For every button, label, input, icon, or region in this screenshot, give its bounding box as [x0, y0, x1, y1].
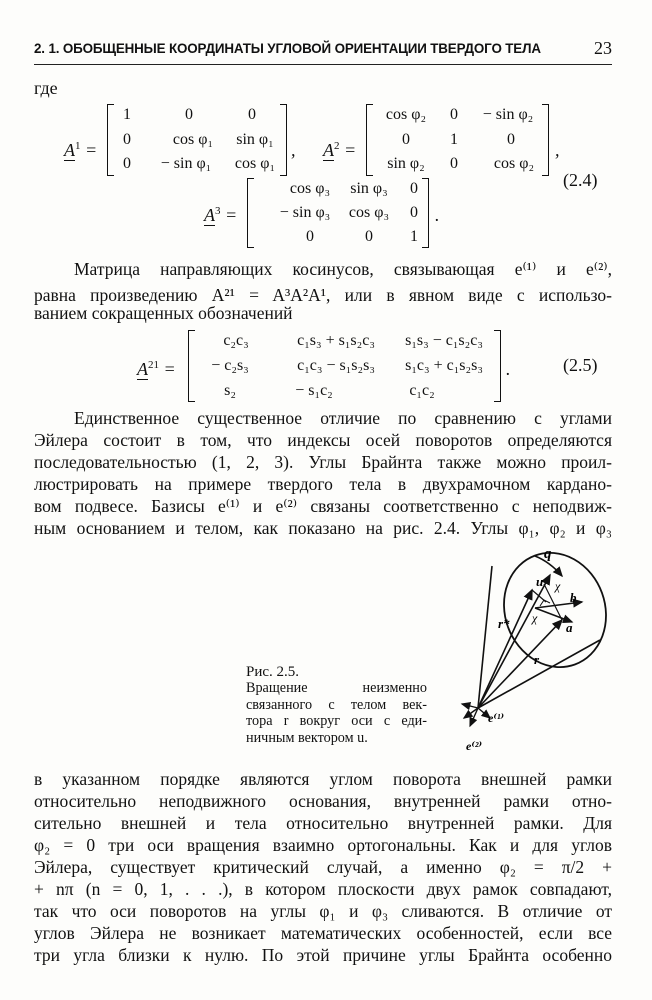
matrix-cell: 0 — [410, 180, 418, 197]
text-line: три угла близки к нулю. По этой причине углы Брайнта особенно — [34, 945, 612, 965]
label-a: a — [566, 620, 573, 635]
matrix-a21-label: $A^{21}$ = — [137, 359, 176, 379]
figure-caption-line: ничным вектором u. — [246, 729, 368, 746]
cone-base-ellipse — [488, 540, 620, 682]
matrix-a2 — [366, 104, 549, 176]
period: . — [506, 359, 511, 379]
matrix-cell: 1 — [450, 131, 458, 148]
text-line: в указанном порядке являются углом поворота внешней рамки — [34, 769, 612, 789]
matrix-a1-label: $A^1$ = — [64, 140, 98, 160]
figure-caption-title: Рис. 2.5. — [246, 664, 300, 680]
label-q: q — [544, 546, 552, 562]
intro-word: где — [34, 78, 58, 98]
matrix-cell: 0 — [410, 204, 418, 221]
figure-caption-line: связанного с телом век- — [246, 696, 427, 713]
matrix-cell: cos φ₁ — [172, 131, 214, 148]
equation-number-2-4: (2.4) — [563, 170, 598, 190]
text-line: ным основанием и телом, как показано на рис. 2.4. Углы φ₁, φ₂ и φ₃ — [34, 518, 612, 538]
matrix-cell: 0 — [402, 131, 410, 148]
label-chi-top: χ — [555, 579, 561, 593]
matrix-cell: s₁s₃ − c₁s₂c₃ — [405, 332, 483, 349]
matrix-cell: sin φ₁ — [236, 131, 274, 148]
vector-r — [478, 620, 562, 708]
base-arrow — [462, 704, 478, 708]
text-line: последовательностью (1, 2, 3). Углы Брайнта также можно проил- — [34, 452, 612, 472]
matrix-cell: cos φ₂ — [385, 106, 427, 123]
matrix-cell: cos φ₂ — [493, 155, 535, 172]
matrix-cell: c₁s₃ + s₁s₂c₃ — [297, 332, 375, 349]
matrix-cell: 1 — [410, 228, 418, 245]
text-line: ванием сокращенных обозначений — [34, 303, 293, 323]
text-line: Эйлера, существует критический случай, а именно φ₂ = π/2 + — [34, 857, 612, 877]
matrix-a3 — [247, 178, 429, 248]
matrix-cell: c₁c₃ − s₁s₂s₃ — [297, 357, 375, 374]
matrix-cell: 0 — [248, 106, 256, 123]
text-line: φ₂ = 0 три оси вращения взаимно ортогональны. Как и для углов — [34, 835, 612, 855]
running-header — [34, 38, 612, 62]
matrix-cell: s₁c₃ + c₁s₂s₃ — [405, 357, 483, 374]
figure-caption — [246, 664, 427, 746]
matrix-a3-label: $A^3$ = — [204, 205, 238, 225]
matrix-cell: 0 — [365, 228, 373, 245]
text-line: Единственное существенное отличие по сравнению с углами — [74, 408, 612, 428]
text-line: так что оси поворотов на углы φ₁ и φ₃ сливаются. В отличие от — [34, 901, 612, 921]
text-line: вом подвесе. Базисы e⁽¹⁾ и e⁽²⁾ связаны соответственно с неподвиж- — [34, 496, 612, 516]
comma: , — [291, 140, 296, 160]
matrix-cell: 0 — [507, 131, 515, 148]
matrix-cell: cos φ₁ — [234, 155, 276, 172]
header-rule — [34, 64, 612, 65]
label-e2: e⁽²⁾ — [466, 739, 483, 753]
matrix-cell: c₁c₂ — [409, 382, 435, 399]
text-line: Матрица направляющих косинусов, связывающая e⁽¹⁾ и e⁽²⁾, — [74, 259, 612, 279]
text-line: Эйлера состоит в том, что индексы осей поворотов определяются — [34, 430, 612, 450]
figure-caption-line: Вращение неизменно — [246, 680, 427, 697]
matrix-cell: s₂ — [224, 382, 236, 399]
matrix-a2-label: $A^2$ = — [323, 140, 357, 160]
vector-r-star — [478, 590, 532, 708]
matrix-cell: − c₂s₃ — [211, 357, 249, 374]
label-u: u — [536, 574, 544, 589]
matrix-cell: − sin φ₃ — [279, 204, 331, 221]
matrix-cell: 0 — [123, 131, 131, 148]
label-b: b — [570, 590, 577, 605]
matrix-cell: 0 — [306, 228, 314, 245]
matrix-cell: cos φ₃ — [289, 180, 331, 197]
rotation-figure — [440, 540, 620, 765]
figure-caption-line: тора r вокруг оси с еди- — [246, 713, 427, 730]
text-line: люстрировать на примере твердого тела в двухрамочном кардано- — [34, 474, 612, 494]
matrix-a21 — [188, 330, 501, 402]
matrix-cell: − s₁c₂ — [295, 382, 333, 399]
period: . — [435, 205, 440, 225]
comma: , — [555, 140, 560, 160]
matrix-cell: 0 — [185, 106, 193, 123]
matrix-cell: 0 — [450, 155, 458, 172]
equation-number-2-5: (2.5) — [563, 355, 598, 375]
matrix-cell: sin φ₂ — [387, 155, 425, 172]
section-title: 2. 1. ОБОБЩЕННЫЕ КООРДИНАТЫ УГЛОВОЙ ОРИЕНТАЦИИ ТВЕРДОГО ТЕЛА — [34, 41, 541, 56]
matrix-cell: c₂c₃ — [223, 332, 249, 349]
matrix-cell: 1 — [123, 106, 131, 123]
matrix-cell: − sin φ₁ — [160, 155, 212, 172]
page-number: 23 — [594, 38, 612, 58]
matrix-cell: sin φ₃ — [350, 180, 388, 197]
text-line: углов Эйлера не возникает математических особенностей, если все — [34, 923, 612, 943]
text-line: + nπ (n = 0, 1, . . .), в котором плоскости двух рамок совпадают, — [34, 879, 612, 899]
text-line: относительно неподвижного основания, внутренней рамки отно- — [34, 791, 612, 811]
matrix-cell: cos φ₃ — [348, 204, 390, 221]
text-line: сительно внешней и тела относительно внутренней рамки. Для — [34, 813, 612, 833]
matrix-a1 — [107, 104, 287, 176]
label-chi-mid: χ — [532, 611, 538, 625]
matrix-cell: − sin φ₂ — [482, 106, 534, 123]
text-line: равна произведению A²¹ = A³A²A¹, или в явном виде с использо- — [34, 285, 612, 305]
label-e1: e⁽¹⁾ — [488, 711, 505, 725]
right-angle-mark — [540, 600, 550, 606]
label-r-star: r* — [498, 616, 510, 631]
matrix-cell: 0 — [450, 106, 458, 123]
matrix-cell: 0 — [123, 155, 131, 172]
label-r: r — [534, 652, 540, 667]
